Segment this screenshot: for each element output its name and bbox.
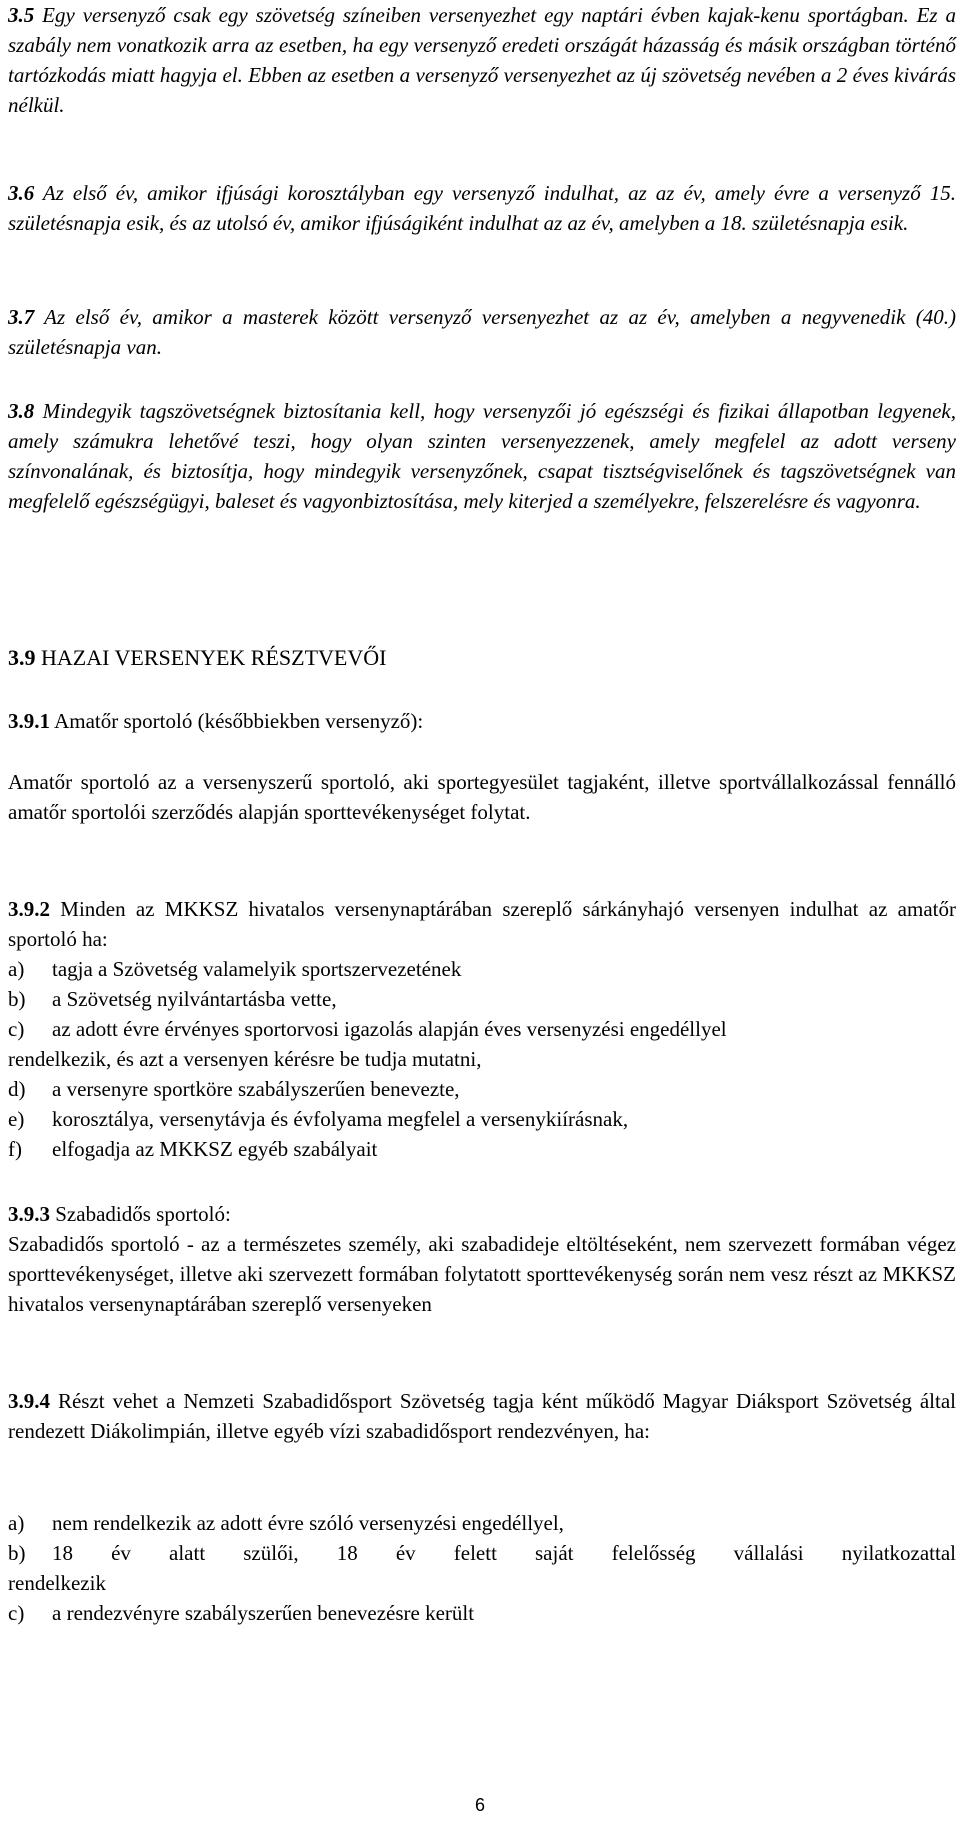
section-text: Az első év, amikor ifjúsági korosztályban egy versenyző indulhat, az az év, amely évre a versenyző 15. születésnapja esik, és az utolsó év, amikor ifjúságiként indulhat az az év, amelyben a 18. születésnapja esik.: [8, 181, 956, 235]
list-marker: e): [8, 1107, 25, 1131]
list-text: 18 év alatt szülői, 18 év felett saját felelősség vállalási nyilatkozattal: [52, 1541, 956, 1565]
section-number: 3.5: [8, 3, 35, 27]
list-marker: c): [8, 1017, 25, 1041]
list-marker: b): [8, 987, 26, 1011]
section-intro: [8, 894, 956, 954]
list-text: korosztálya, versenytávja és évfolyama megfelel a versenykiírásnak,: [52, 1107, 629, 1131]
section-text: Részt vehet a Nemzeti Szabadidősport Szövetség tagja ként működő Magyar Diáksport Szövetség által rendezett Diákolimpián, illetve egyéb vízi szabadidősport rendezvényen, ha:: [8, 1389, 956, 1443]
list-item-continuation: rendelkezik: [8, 1571, 106, 1595]
section-number: 3.6: [8, 181, 35, 205]
section-heading: [8, 1199, 956, 1229]
section-text: Mindegyik tagszövetségnek biztosítania kell, hogy versenyzői jó egészségi és fizikai állapotban legyenek, amely számukra lehetővé teszi, hogy olyan szinten versenyezzenek, amely megfelel az adott verseny színvonalának, és biztosítja, hogy mindegyik versenyzőnek, csapat tisztségviselőnek és tagszövetségnek van megfelelő egészségügyi, baleset és vagyonbiztosítása, mely kiterjed a személyekre, felszerelésre és vagyonra.: [8, 399, 956, 513]
section-number: 3.7: [8, 305, 35, 329]
section-3-9-heading: [8, 643, 956, 673]
list-text: a versenyre sportköre szabályszerűen benevezte,: [52, 1077, 460, 1101]
list-item: [8, 1014, 956, 1044]
list-marker: f): [8, 1137, 22, 1161]
section-3-5: [8, 0, 956, 120]
list-text: elfogadja az MKKSZ egyéb szabályait: [52, 1137, 378, 1161]
list-text: tagja a Szövetség valamelyik sportszervezetének: [52, 957, 462, 981]
section-3-8: [8, 396, 956, 516]
section-3-9-4-list: [8, 1508, 956, 1628]
section-number: 3.9.1: [8, 709, 50, 733]
list-item-continuation: rendelkezik, és azt a versenyen kérésre be tudja mutatni,: [8, 1047, 482, 1071]
list-item: [8, 954, 956, 984]
section-title: HAZAI VERSENYEK RÉSZTVEVŐI: [35, 645, 387, 670]
list-marker: c): [8, 1601, 25, 1625]
list-item: [8, 1538, 956, 1568]
section-3-9-3: [8, 1199, 956, 1319]
section-title: Szabadidős sportoló:: [50, 1202, 231, 1226]
list-text: az adott évre érvényes sportorvosi igazolás alapján éves versenyzési engedéllyel: [52, 1017, 727, 1041]
list-marker: a): [8, 957, 25, 981]
page-number: 6: [474, 1795, 485, 1815]
section-3-9-2: [8, 894, 956, 1164]
list-text: nem rendelkezik az adott évre szóló versenyzési engedéllyel,: [52, 1511, 564, 1535]
section-title: Amatőr sportoló (későbbiekben versenyző):: [50, 709, 424, 733]
section-3-9-1-heading: [8, 706, 956, 736]
section-3-7: [8, 302, 956, 362]
list-item: [8, 1104, 956, 1134]
list-marker: a): [8, 1511, 25, 1535]
section-number: 3.9.4: [8, 1389, 50, 1413]
section-3-6: [8, 178, 956, 238]
list-text: a Szövetség nyilvántartásba vette,: [52, 987, 337, 1011]
list-item: [8, 1598, 956, 1628]
section-text: Minden az MKKSZ hivatalos versenynaptárában szereplő sárkányhajó versenyen indulhat az amatőr sportoló ha:: [8, 897, 956, 951]
section-paragraph: Szabadidős sportoló - az a természetes személy, aki szabadideje eltöltéseként, nem szervezett formában végez sporttevékenységet, illetve aki szervezett formában folytatott sporttevékenység során nem vesz részt az MKKSZ hivatalos versenynaptárában szereplő versenyeken: [8, 1232, 956, 1316]
section-text: Egy versenyző csak egy szövetség színeiben versenyezhet egy naptári évben kajak-kenu sportágban. Ez a szabály nem vonatkozik arra az esetben, ha egy versenyző eredeti országát házasság és másik országban történő tartózkodás miatt hagyja el. Ebben az esetben a versenyző versenyezhet az új szövetség nevében a 2 éves kivárás nélkül.: [8, 3, 956, 117]
section-3-9-1-paragraph: Amatőr sportoló az a versenyszerű sportoló, aki sportegyesület tagjaként, illetve sportvállalkozással fennálló amatőr sportolói szerződés alapján sporttevékenységet folytat.: [8, 770, 956, 824]
section-text: Az első év, amikor a masterek között versenyző versenyezhet az az év, amelyben a negyvenedik (40.) születésnapja van.: [8, 305, 956, 359]
section-number: 3.9: [8, 645, 36, 670]
list-item: [8, 984, 956, 1014]
list-text: a rendezvényre szabályszerűen benevezésre került: [52, 1601, 475, 1625]
section-intro: [8, 1386, 956, 1446]
section-number: 3.9.3: [8, 1202, 50, 1226]
list-item: [8, 1508, 956, 1538]
list-item: [8, 1074, 956, 1104]
list-marker: b): [8, 1541, 26, 1565]
section-3-9-4: [8, 1386, 956, 1446]
section-number: 3.9.2: [8, 897, 50, 921]
list-item: [8, 1134, 956, 1164]
list-marker: d): [8, 1077, 26, 1101]
section-number: 3.8: [8, 399, 35, 423]
